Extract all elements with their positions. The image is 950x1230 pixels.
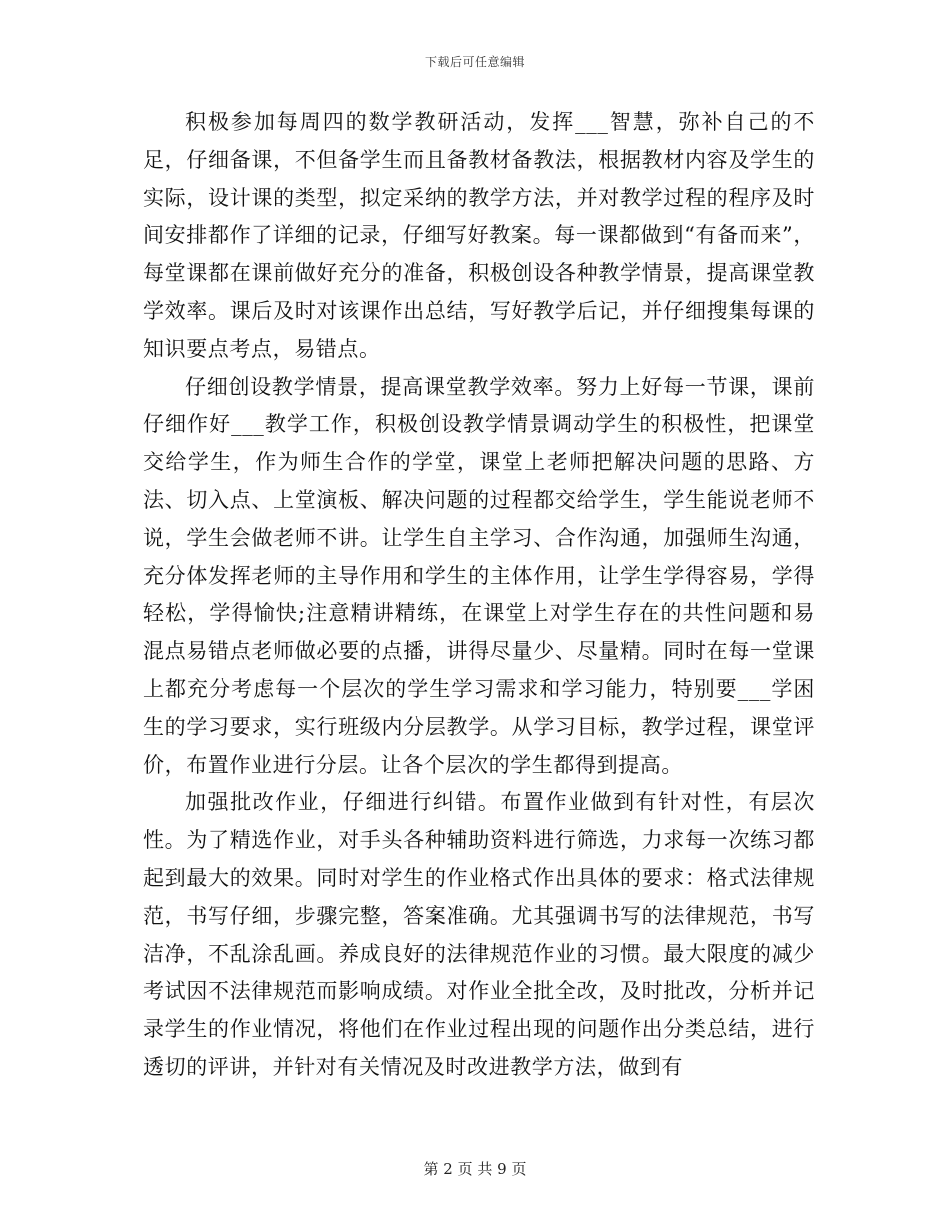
document-body (143, 104, 815, 1087)
paragraph-homework-correction: 加强批改作业，仔细进行纠错。布置作业做到有针对性，有层次性。为了精选作业，对手头各种辅助资料进行筛选，力求每一次练习都起到最大的效果。同时对学生的作业格式作出具体的要求：格式法律规范，书写仔细，步骤完整，答案准确。尤其强调书写的法律规范，书写洁净，不乱涂乱画。养成良好的法律规范作业的习惯。最大限度的减少考试因不法律规范而影响成绩。对作业全批全改，及时批改，分析并记录学生的作业情况，将他们在作业过程出现的问题作出分类总结，进行透切的评讲，并针对有关情况及时改进教学方法，做到有 (143, 790, 815, 1079)
paragraph-preparation: 积极参加每周四的数学教研活动，发挥___智慧，弥补自己的不足，仔细备课，不但备学生而且备教材备教法，根据教材内容及学生的实际，设计课的类型，拟定采纳的教学方法，并对教学过程的程序及时间安排都作了详细的记录，仔细写好教案。每一课都做到“有备而来”，每堂课都在课前做好充分的准备，积极创设各种教学情景，提高课堂教学效率。课后及时对该课作出总结，写好教学后记，并仔细搜集每课的知识要点考点，易错点。 (143, 110, 815, 361)
header-note: 下载后可任意编辑 (424, 55, 525, 69)
page-number: 第 2 页 共 9 页 (423, 1160, 527, 1178)
paragraph-classroom-efficiency: 仔细创设教学情景，提高课堂教学效率。努力上好每一节课，课前仔细作好___教学工作，积极创设教学情景调动学生的积极性，把课堂交给学生，作为师生合作的学堂，课堂上老师把解决问题的思路、方法、切入点、上堂演板、解决问题的过程都交给学生，学生能说老师不说，学生会做老师不讲。让学生自主学习、合作沟通，加强师生沟通，充分体发挥老师的主导作用和学生的主体作用，让学生学得容易，学得轻松，学得愉快;注意精讲精练，在课堂上对学生存在的共性问题和易混点易错点老师做必要的点播，讲得尽量少、尽量精。同时在每一堂课上都充分考虑每一个层次的学生学习需求和学习能力，特别要___学困生的学习要求，实行班级内分层教学。从学习目标，教学过程，课堂评价，布置作业进行分层。让各个层次的学生都得到提高。 (143, 374, 815, 777)
